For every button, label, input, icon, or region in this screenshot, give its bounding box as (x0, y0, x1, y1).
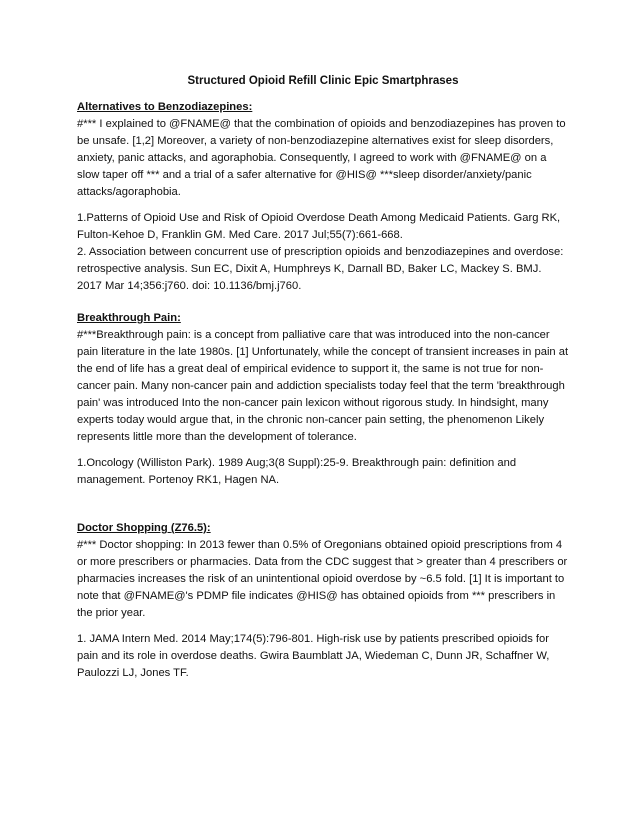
section-body: #*** Doctor shopping: In 2013 fewer than 0.5% of Oregonians obtained opioid prescriptions from 4 or more prescribers or pharmacies. Data from the CDC suggest that > greater than 4 prescribers or pharmacies increases the risk of an unintentional opioid overdose by ~6.5 fold. [1] It is important to note that @FNAME@'s PDMP file indicates @HIS@ has obtained opioids from *** prescribers in the prior year. (77, 539, 568, 619)
section-body: #*** I explained to @FNAME@ that the combination of opioids and benzodiazepines has proven to be unsafe. [1,2] Moreover, a variety of non-benzodiazepine alternatives exist for sleep disorders, anxiety, panic attacks, and agoraphobia. Consequently, I agreed to work with @FNAME@ on a slow taper off *** and a trial of a safer alternative for @HIS@ ***sleep disorder/anxiety/panic attacks/agoraphobia. (77, 118, 566, 198)
section-heading: Breakthrough Pain: (77, 312, 181, 324)
section-heading: Alternatives to Benzodiazepines: (77, 101, 253, 113)
reference-item: 1. JAMA Intern Med. 2014 May;174(5):796-801. High-risk use by patients prescribed opioids for pain and its role in overdose deaths. Gwira Baumblatt JA, Wiedeman C, Dunn JR, Schaffner W, Paulozzi LJ, Jones TF. (77, 633, 550, 679)
reference-item: 1.Oncology (Williston Park). 1989 Aug;3(8 Suppl):25-9. Breakthrough pain: definition and management. Portenoy RK1, Hagen NA. (77, 457, 517, 486)
reference-item: 2. Association between concurrent use of prescription opioids and benzodiazepines and overdose: retrospective analysis. Sun EC, Dixit A, Humphreys K, Darnall BD, Baker LC, Mackey S. BMJ. 2017 Mar 14;356:j760. doi: 10.1136/bmj.j760. (77, 246, 564, 292)
section-body: #***Breakthrough pain: is a concept from palliative care that was introduced into the non-cancer pain literature in the late 1980s. [1] Unfortunately, while the concept of transient increases in pain at the end of life has a great deal of empirical evidence to support it, the same is not true for non-cancer pain. Many non-cancer pain and addiction specialists today feel that the term 'breakthrough pain' was introduced Into the non-cancer pain lexicon without rigorous study. In hindsight, many experts today would argue that, in the chronic non-cancer pain setting, the phenomenon Likely represents little more than the development of tolerance. (77, 329, 569, 443)
document-title: Structured Opioid Refill Clinic Epic Smartphrases (187, 75, 459, 87)
section-doctor-shopping (77, 520, 569, 682)
reference-item: 1.Patterns of Opioid Use and Risk of Opioid Overdose Death Among Medicaid Patients. Garg RK, Fulton-Kehoe D, Franklin GM. Med Care. 2017 Jul;55(7):661-668. (77, 212, 561, 241)
section-breakthrough-pain (77, 310, 569, 489)
section-heading: Doctor Shopping (Z76.5): (77, 522, 211, 534)
section-benzodiazepine-alternatives (77, 99, 569, 295)
